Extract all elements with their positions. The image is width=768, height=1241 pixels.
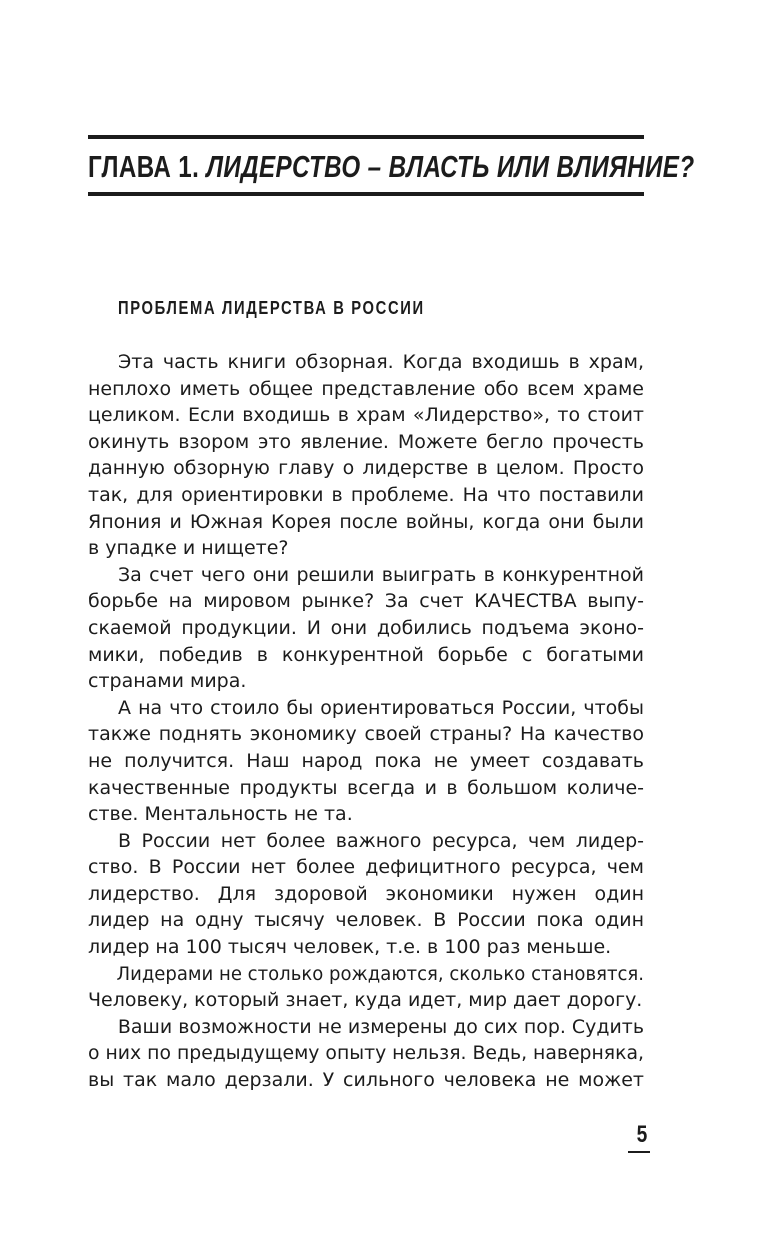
body-line: в упадке и нищете? bbox=[88, 537, 289, 560]
chapter-heading bbox=[88, 146, 695, 188]
body-line: Ваши возможности не измерены до сих пор. Судить bbox=[117, 1015, 644, 1038]
page-number-rule bbox=[628, 1151, 650, 1153]
chapter-rule-top bbox=[88, 135, 644, 139]
body-line: мики, победив в конкурентной борьбе с богатыми bbox=[88, 643, 644, 666]
body-line: целиком. Если входишь в храм «Лидерство», то стоит bbox=[88, 404, 644, 427]
body-line: неплохо иметь общее представление обо всем храме bbox=[88, 377, 644, 400]
body-line: Эта часть книги обзорная. Когда входишь в храм, bbox=[118, 351, 644, 373]
body-line: вы так мало дерзали. У сильного человека не может bbox=[88, 1069, 644, 1092]
body-line: странами мира. bbox=[88, 670, 247, 693]
body-line: борьбе на мировом рынке? За счет КАЧЕСТВА выпу- bbox=[88, 590, 644, 613]
body-line: Япония и Южная Корея после войны, когда они были bbox=[88, 510, 644, 533]
body-line: Лидерами не столько рождаются, сколько становятся. bbox=[116, 962, 644, 985]
page-number: 5 bbox=[636, 1121, 647, 1148]
body-line: лидерство. Для здоровой экономики нужен один bbox=[88, 882, 644, 905]
chapter-number: ГЛАВА 1. bbox=[88, 149, 207, 184]
body-line: о них по предыдущему опыту нельзя. Ведь, наверняка, bbox=[88, 1042, 644, 1065]
body-line: качественные продукты всегда и в большом количе- bbox=[88, 776, 644, 799]
body-line: также поднять экономику своей страны? На качество bbox=[88, 723, 644, 746]
section-title: ПРОБЛЕМА ЛИДЕРСТВА В РОССИИ bbox=[118, 298, 425, 318]
body-line: Человеку, который знает, куда идет, мир дает дорогу. bbox=[88, 989, 643, 1012]
body-line: так, для ориентировки в проблеме. На что поставили bbox=[88, 483, 644, 506]
body-line: окинуть взором это явление. Можете бегло прочесть bbox=[88, 430, 644, 453]
body-text bbox=[88, 349, 644, 1094]
body-line: За счет чего они решили выиграть в конкурентной bbox=[118, 563, 644, 586]
chapter-rule-bottom bbox=[88, 192, 644, 196]
body-line: лидер на 100 тысяч человек, т.е. в 100 раз меньше. bbox=[88, 936, 612, 959]
body-line: не получится. Наш народ пока не умеет создавать bbox=[88, 749, 644, 772]
chapter-title: ЛИДЕРСТВО – ВЛАСТЬ ИЛИ ВЛИЯНИЕ? bbox=[206, 149, 695, 184]
body-line: скаемой продукции. И они добились подъема эконо- bbox=[88, 616, 644, 639]
body-line: стве. Ментальность не та. bbox=[88, 803, 353, 826]
body-line: лидер на одну тысячу человек. В России пока один bbox=[88, 909, 644, 932]
body-line: А на что стоило бы ориентироваться России, чтобы bbox=[118, 696, 644, 719]
body-line: данную обзорную главу о лидерстве в целом. Просто bbox=[88, 457, 644, 480]
body-line: В России нет более важного ресурса, чем лидер- bbox=[118, 829, 644, 852]
body-line: ство. В России нет более дефицитного ресурса, чем bbox=[88, 856, 644, 879]
